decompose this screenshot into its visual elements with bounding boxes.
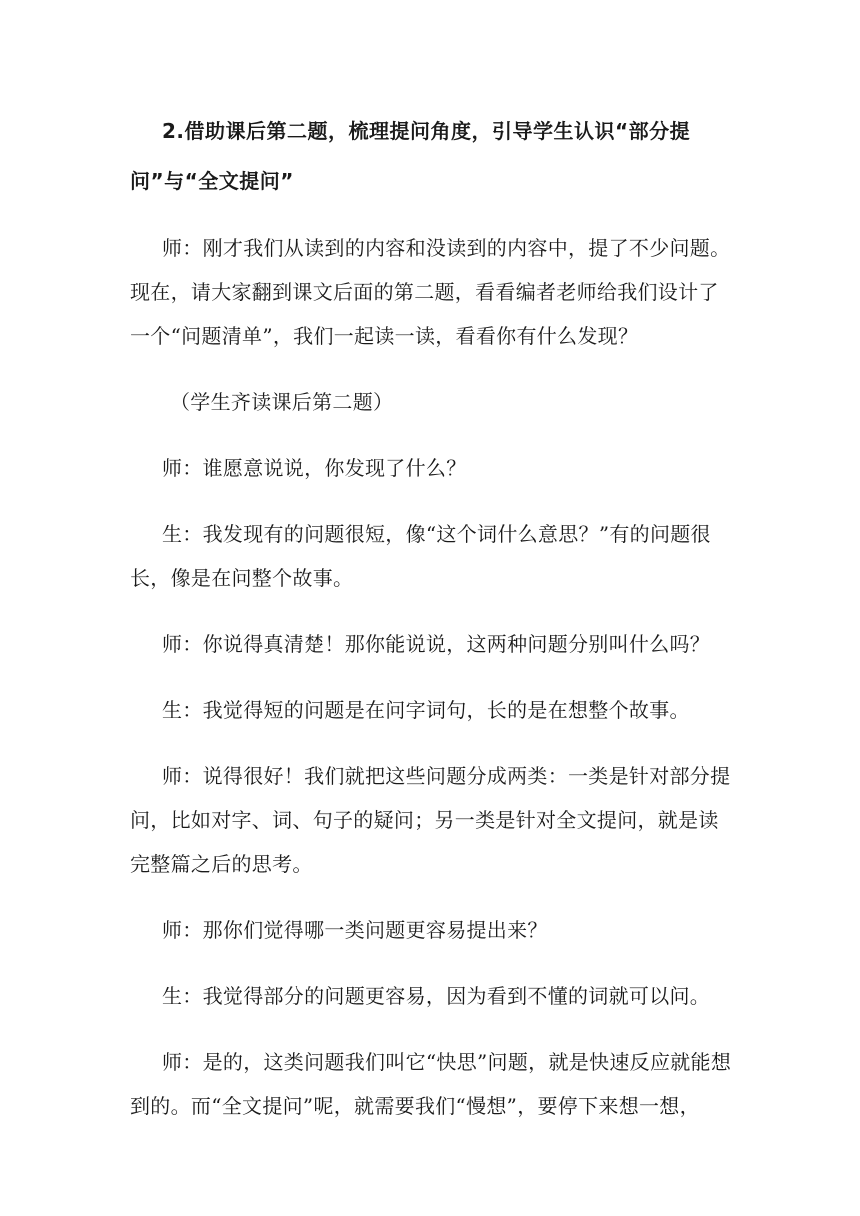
paragraph-teacher-question: 师：谁愿意说说，你发现了什么？ xyxy=(162,456,467,480)
paragraph-teacher-explain: 师：说得很好！我们就把这些问题分成两类：一类是针对部分提问，比如对字、词、句子的疑问；另一类是针对全文提问，就是读完整篇之后的思考。 xyxy=(130,764,731,876)
paragraph-student-answer: 生：我发现有的问题很短，像“这个词什么意思？”有的问题很长，像是在问整个故事。 xyxy=(130,522,711,590)
paragraph-student-reply: 生：我觉得短的问题是在问字词句，长的是在想整个故事。 xyxy=(162,698,690,722)
document-body xyxy=(130,106,732,1128)
paragraph-student-opinion: 生：我觉得部分的问题更容易，因为看到不懂的词就可以问。 xyxy=(162,984,711,1008)
section-heading: 2.借助课后第二题，梳理提问角度，引导学生认识“部分提问”与“全文提问” xyxy=(130,119,691,193)
paragraph-stage-direction: （学生齐读课后第二题） xyxy=(170,390,394,414)
paragraph-teacher-praise: 师：你说得真清楚！那你能说说，这两种问题分别叫什么吗？ xyxy=(162,632,711,656)
paragraph-teacher-ask: 师：那你们觉得哪一类问题更容易提出来？ xyxy=(162,918,548,942)
paragraph-teacher-intro: 师：刚才我们从读到的内容和没读到的内容中，提了不少问题。现在，请大家翻到课文后面的第二题，看看编者老师给我们设计了一个“问题清单”，我们一起读一读，看看你有什么发现？ xyxy=(130,236,731,348)
paragraph-teacher-summary: 师：是的，这类问题我们叫它“快思”问题，就是快速反应就能想到的。而“全文提问”呢，就需要我们“慢想”，要停下来想一想， xyxy=(130,1050,732,1118)
